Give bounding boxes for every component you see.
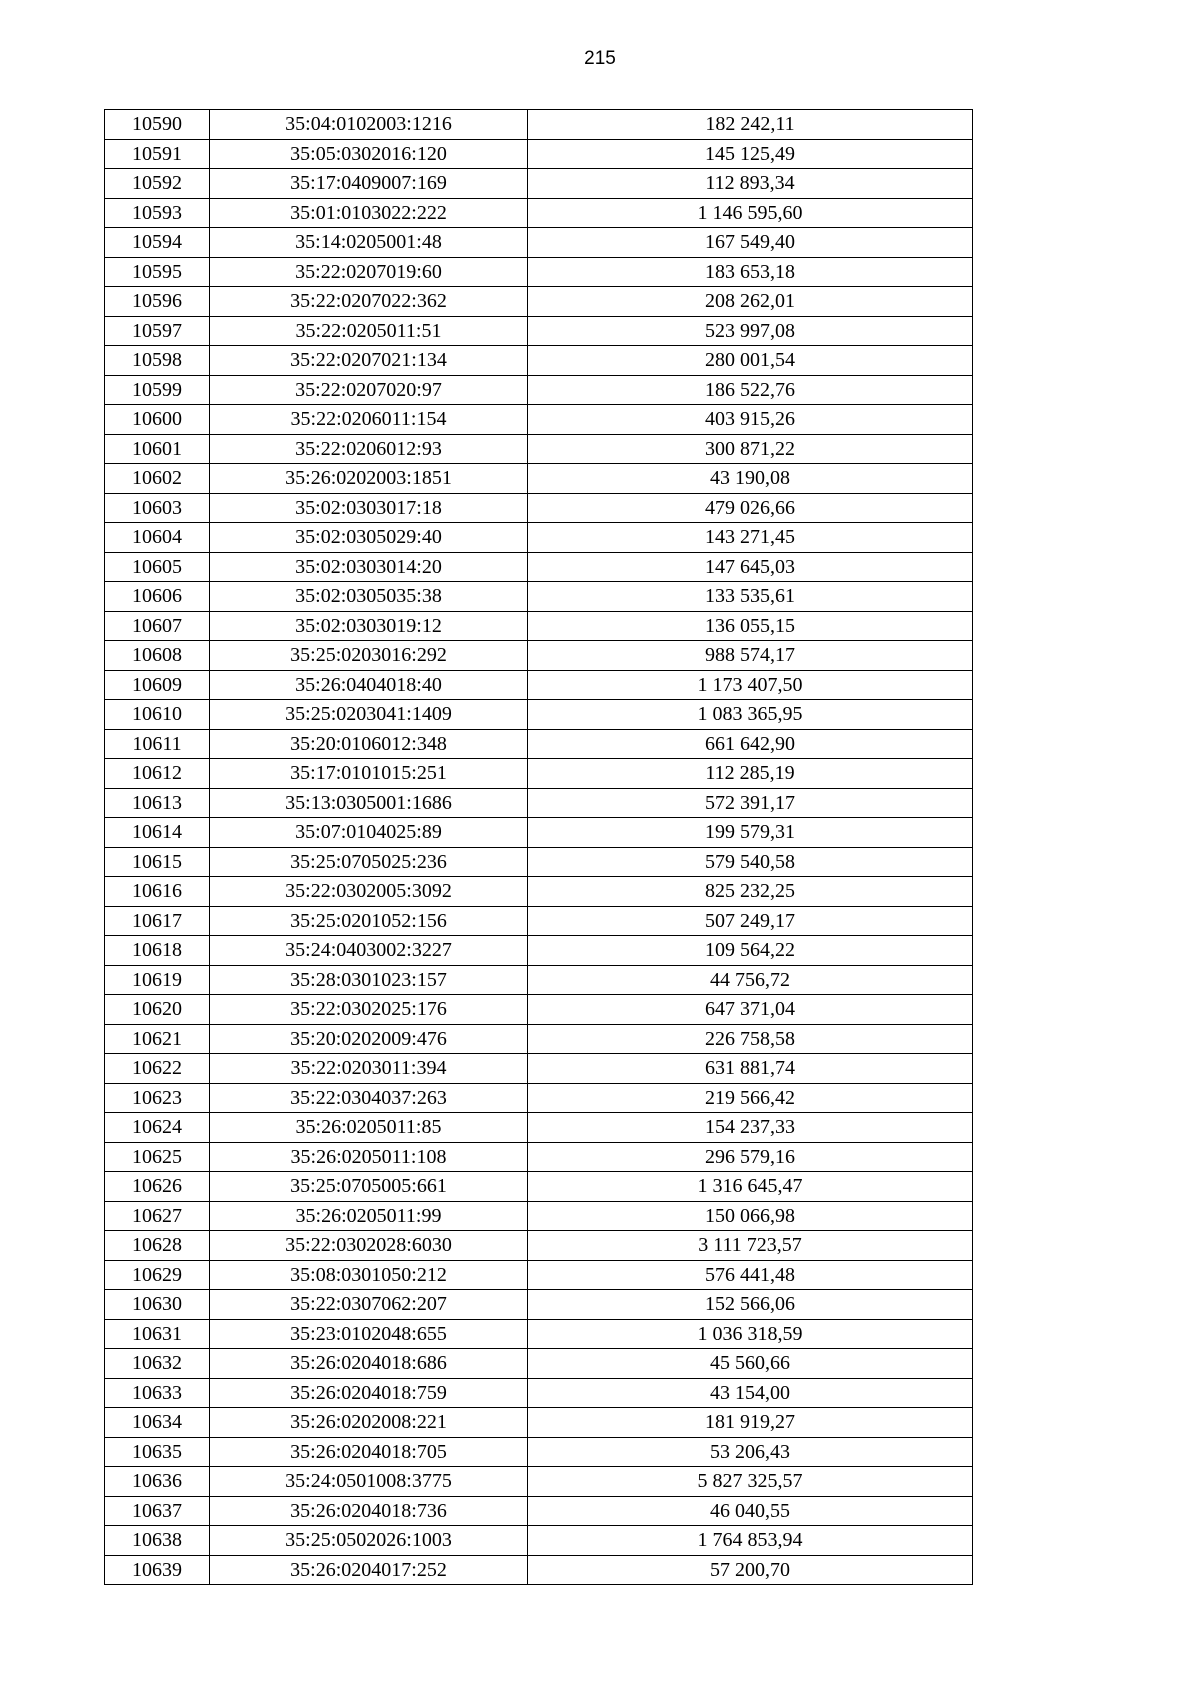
row-number-cell: 10613 (105, 788, 210, 818)
value-cell: 136 055,15 (528, 611, 973, 641)
cadastral-number-cell: 35:26:0205011:99 (210, 1201, 528, 1231)
row-number-cell: 10631 (105, 1319, 210, 1349)
table-row (105, 1142, 973, 1172)
cadastral-number-cell: 35:22:0203011:394 (210, 1054, 528, 1084)
row-number-cell: 10620 (105, 995, 210, 1025)
table-row (105, 523, 973, 553)
row-number-cell: 10608 (105, 641, 210, 671)
value-cell: 280 001,54 (528, 346, 973, 376)
value-cell: 3 111 723,57 (528, 1231, 973, 1261)
cadastral-number-cell: 35:24:0403002:3227 (210, 936, 528, 966)
cadastral-number-cell: 35:20:0202009:476 (210, 1024, 528, 1054)
row-number-cell: 10624 (105, 1113, 210, 1143)
table-row (105, 1555, 973, 1585)
row-number-cell: 10597 (105, 316, 210, 346)
table-row (105, 1024, 973, 1054)
value-cell: 523 997,08 (528, 316, 973, 346)
row-number-cell: 10635 (105, 1437, 210, 1467)
table-row (105, 1201, 973, 1231)
cadastral-number-cell: 35:02:0303017:18 (210, 493, 528, 523)
table-row (105, 670, 973, 700)
row-number-cell: 10602 (105, 464, 210, 494)
cadastral-number-cell: 35:26:0204018:686 (210, 1349, 528, 1379)
table-row (105, 110, 973, 140)
row-number-cell: 10607 (105, 611, 210, 641)
row-number-cell: 10634 (105, 1408, 210, 1438)
cadastral-number-cell: 35:22:0206012:93 (210, 434, 528, 464)
row-number-cell: 10617 (105, 906, 210, 936)
cadastral-number-cell: 35:22:0302025:176 (210, 995, 528, 1025)
table-row (105, 1083, 973, 1113)
value-cell: 825 232,25 (528, 877, 973, 907)
row-number-cell: 10594 (105, 228, 210, 258)
value-cell: 112 893,34 (528, 169, 973, 199)
cadastral-number-cell: 35:25:0705025:236 (210, 847, 528, 877)
value-cell: 143 271,45 (528, 523, 973, 553)
value-cell: 112 285,19 (528, 759, 973, 789)
value-cell: 147 645,03 (528, 552, 973, 582)
value-cell: 46 040,55 (528, 1496, 973, 1526)
row-number-cell: 10606 (105, 582, 210, 612)
table-row (105, 375, 973, 405)
page-number: 215 (584, 48, 616, 69)
cadastral-number-cell: 35:28:0301023:157 (210, 965, 528, 995)
row-number-cell: 10601 (105, 434, 210, 464)
table-row (105, 700, 973, 730)
row-number-cell: 10590 (105, 110, 210, 140)
table-row (105, 1437, 973, 1467)
value-cell: 45 560,66 (528, 1349, 973, 1379)
table-row (105, 287, 973, 317)
cadastral-number-cell: 35:26:0204018:736 (210, 1496, 528, 1526)
cadastral-number-cell: 35:02:0303019:12 (210, 611, 528, 641)
row-number-cell: 10596 (105, 287, 210, 317)
cadastral-number-cell: 35:22:0207022:362 (210, 287, 528, 317)
table-row (105, 759, 973, 789)
row-number-cell: 10629 (105, 1260, 210, 1290)
cadastral-number-cell: 35:04:0102003:1216 (210, 110, 528, 140)
table-row (105, 1319, 973, 1349)
table-row (105, 936, 973, 966)
row-number-cell: 10619 (105, 965, 210, 995)
row-number-cell: 10612 (105, 759, 210, 789)
row-number-cell: 10609 (105, 670, 210, 700)
cadastral-number-cell: 35:26:0202003:1851 (210, 464, 528, 494)
value-cell: 5 827 325,57 (528, 1467, 973, 1497)
row-number-cell: 10630 (105, 1290, 210, 1320)
row-number-cell: 10638 (105, 1526, 210, 1556)
value-cell: 631 881,74 (528, 1054, 973, 1084)
cadastral-number-cell: 35:26:0205011:85 (210, 1113, 528, 1143)
cadastral-number-cell: 35:24:0501008:3775 (210, 1467, 528, 1497)
cadastral-number-cell: 35:26:0204017:252 (210, 1555, 528, 1585)
cadastral-number-cell: 35:14:0205001:48 (210, 228, 528, 258)
cadastral-number-cell: 35:22:0206011:154 (210, 405, 528, 435)
row-number-cell: 10618 (105, 936, 210, 966)
cadastral-number-cell: 35:17:0409007:169 (210, 169, 528, 199)
table-row (105, 965, 973, 995)
value-cell: 43 154,00 (528, 1378, 973, 1408)
value-cell: 988 574,17 (528, 641, 973, 671)
row-number-cell: 10598 (105, 346, 210, 376)
cadastral-number-cell: 35:01:0103022:222 (210, 198, 528, 228)
row-number-cell: 10595 (105, 257, 210, 287)
cadastral-value-table (104, 109, 973, 1585)
table-row (105, 1467, 973, 1497)
cadastral-number-cell: 35:26:0202008:221 (210, 1408, 528, 1438)
row-number-cell: 10605 (105, 552, 210, 582)
value-cell: 219 566,42 (528, 1083, 973, 1113)
cadastral-number-cell: 35:25:0201052:156 (210, 906, 528, 936)
row-number-cell: 10616 (105, 877, 210, 907)
cadastral-number-cell: 35:20:0106012:348 (210, 729, 528, 759)
table-row (105, 257, 973, 287)
cadastral-number-cell: 35:26:0205011:108 (210, 1142, 528, 1172)
table-row (105, 405, 973, 435)
row-number-cell: 10603 (105, 493, 210, 523)
cadastral-number-cell: 35:22:0307062:207 (210, 1290, 528, 1320)
value-cell: 1 146 595,60 (528, 198, 973, 228)
table-row (105, 493, 973, 523)
table-row (105, 1054, 973, 1084)
cadastral-number-cell: 35:02:0303014:20 (210, 552, 528, 582)
table-row (105, 847, 973, 877)
table-row (105, 1113, 973, 1143)
table-row (105, 139, 973, 169)
table-row (105, 1172, 973, 1202)
table-row (105, 582, 973, 612)
value-cell: 576 441,48 (528, 1260, 973, 1290)
table-row (105, 552, 973, 582)
table-row (105, 788, 973, 818)
cadastral-number-cell: 35:25:0705005:661 (210, 1172, 528, 1202)
cadastral-number-cell: 35:07:0104025:89 (210, 818, 528, 848)
value-cell: 661 642,90 (528, 729, 973, 759)
value-cell: 145 125,49 (528, 139, 973, 169)
cadastral-number-cell: 35:05:0302016:120 (210, 139, 528, 169)
table-row (105, 1496, 973, 1526)
row-number-cell: 10591 (105, 139, 210, 169)
value-cell: 296 579,16 (528, 1142, 973, 1172)
value-cell: 133 535,61 (528, 582, 973, 612)
value-cell: 43 190,08 (528, 464, 973, 494)
table-row (105, 611, 973, 641)
table-row (105, 1231, 973, 1261)
value-cell: 44 756,72 (528, 965, 973, 995)
cadastral-number-cell: 35:26:0404018:40 (210, 670, 528, 700)
table-row (105, 906, 973, 936)
table-row (105, 729, 973, 759)
cadastral-number-cell: 35:23:0102048:655 (210, 1319, 528, 1349)
row-number-cell: 10614 (105, 818, 210, 848)
value-cell: 300 871,22 (528, 434, 973, 464)
cadastral-number-cell: 35:02:0305029:40 (210, 523, 528, 553)
table-row (105, 995, 973, 1025)
row-number-cell: 10610 (105, 700, 210, 730)
cadastral-number-cell: 35:02:0305035:38 (210, 582, 528, 612)
table-row (105, 198, 973, 228)
cadastral-number-cell: 35:17:0101015:251 (210, 759, 528, 789)
cadastral-number-cell: 35:26:0204018:759 (210, 1378, 528, 1408)
table-row (105, 434, 973, 464)
cadastral-number-cell: 35:13:0305001:1686 (210, 788, 528, 818)
table-row (105, 1349, 973, 1379)
value-cell: 186 522,76 (528, 375, 973, 405)
value-cell: 647 371,04 (528, 995, 973, 1025)
value-cell: 154 237,33 (528, 1113, 973, 1143)
value-cell: 208 262,01 (528, 287, 973, 317)
cadastral-number-cell: 35:22:0207019:60 (210, 257, 528, 287)
table-row (105, 818, 973, 848)
cadastral-number-cell: 35:25:0502026:1003 (210, 1526, 528, 1556)
row-number-cell: 10633 (105, 1378, 210, 1408)
value-cell: 1 316 645,47 (528, 1172, 973, 1202)
value-cell: 57 200,70 (528, 1555, 973, 1585)
table-body (105, 110, 973, 1585)
cadastral-number-cell: 35:22:0302005:3092 (210, 877, 528, 907)
value-cell: 572 391,17 (528, 788, 973, 818)
row-number-cell: 10604 (105, 523, 210, 553)
row-number-cell: 10632 (105, 1349, 210, 1379)
table-row (105, 1290, 973, 1320)
value-cell: 479 026,66 (528, 493, 973, 523)
cadastral-number-cell: 35:22:0207021:134 (210, 346, 528, 376)
table-row (105, 169, 973, 199)
table-row (105, 228, 973, 258)
row-number-cell: 10621 (105, 1024, 210, 1054)
cadastral-number-cell: 35:25:0203016:292 (210, 641, 528, 671)
cadastral-number-cell: 35:22:0207020:97 (210, 375, 528, 405)
table-row (105, 1408, 973, 1438)
value-cell: 152 566,06 (528, 1290, 973, 1320)
table-row (105, 316, 973, 346)
table-row (105, 1260, 973, 1290)
table-row (105, 1526, 973, 1556)
value-cell: 53 206,43 (528, 1437, 973, 1467)
table-row (105, 877, 973, 907)
value-cell: 507 249,17 (528, 906, 973, 936)
value-cell: 1 764 853,94 (528, 1526, 973, 1556)
value-cell: 226 758,58 (528, 1024, 973, 1054)
value-cell: 167 549,40 (528, 228, 973, 258)
table-row (105, 1378, 973, 1408)
value-cell: 182 242,11 (528, 110, 973, 140)
value-cell: 199 579,31 (528, 818, 973, 848)
value-cell: 1 173 407,50 (528, 670, 973, 700)
value-cell: 183 653,18 (528, 257, 973, 287)
cadastral-number-cell: 35:26:0204018:705 (210, 1437, 528, 1467)
cadastral-number-cell: 35:25:0203041:1409 (210, 700, 528, 730)
value-cell: 1 036 318,59 (528, 1319, 973, 1349)
row-number-cell: 10600 (105, 405, 210, 435)
cadastral-number-cell: 35:22:0302028:6030 (210, 1231, 528, 1261)
cadastral-number-cell: 35:22:0304037:263 (210, 1083, 528, 1113)
row-number-cell: 10623 (105, 1083, 210, 1113)
row-number-cell: 10611 (105, 729, 210, 759)
row-number-cell: 10627 (105, 1201, 210, 1231)
row-number-cell: 10622 (105, 1054, 210, 1084)
table-row (105, 641, 973, 671)
row-number-cell: 10599 (105, 375, 210, 405)
row-number-cell: 10592 (105, 169, 210, 199)
row-number-cell: 10626 (105, 1172, 210, 1202)
table-row (105, 464, 973, 494)
cadastral-number-cell: 35:22:0205011:51 (210, 316, 528, 346)
value-cell: 1 083 365,95 (528, 700, 973, 730)
row-number-cell: 10615 (105, 847, 210, 877)
row-number-cell: 10593 (105, 198, 210, 228)
value-cell: 403 915,26 (528, 405, 973, 435)
row-number-cell: 10636 (105, 1467, 210, 1497)
cadastral-number-cell: 35:08:0301050:212 (210, 1260, 528, 1290)
value-cell: 579 540,58 (528, 847, 973, 877)
value-cell: 150 066,98 (528, 1201, 973, 1231)
row-number-cell: 10637 (105, 1496, 210, 1526)
value-cell: 181 919,27 (528, 1408, 973, 1438)
row-number-cell: 10625 (105, 1142, 210, 1172)
row-number-cell: 10628 (105, 1231, 210, 1261)
table-row (105, 346, 973, 376)
row-number-cell: 10639 (105, 1555, 210, 1585)
value-cell: 109 564,22 (528, 936, 973, 966)
